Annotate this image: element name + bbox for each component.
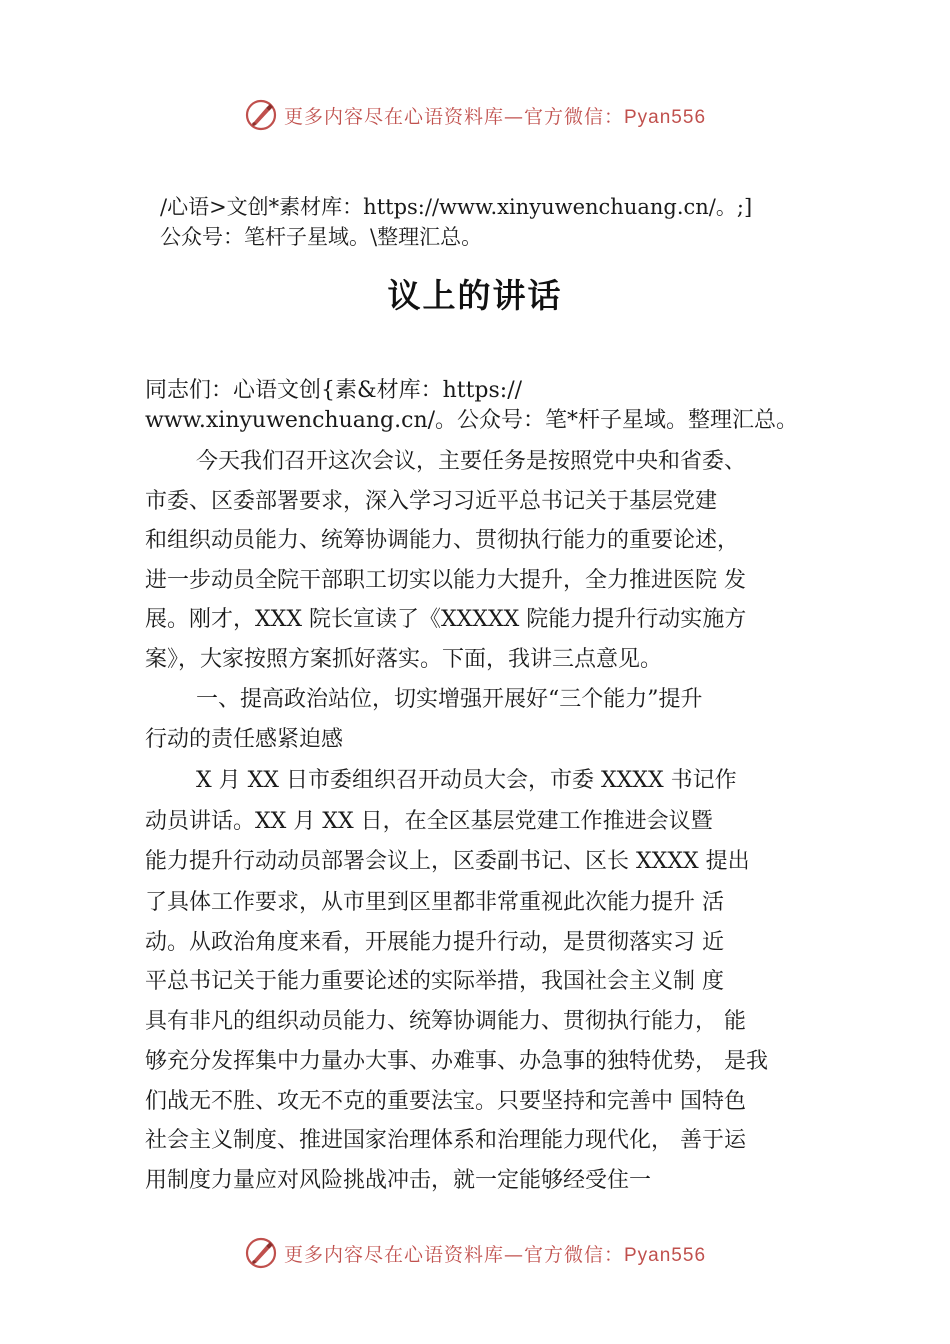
banner-wechat-id: Pyan556: [624, 1244, 707, 1266]
document-title: 议上的讲话: [387, 276, 563, 315]
banner-main-text: 更多内容尽在心语资料库—官方微信：: [283, 105, 624, 128]
section-heading-line: 一、提高政治站位，切实增强开展好“三个能力”提升: [196, 687, 703, 712]
paragraph-line: 们战无不胜、攻无不克的重要法宝。只要坚持和完善中 国特色: [145, 1089, 746, 1114]
source-line-2: 公众号：笔杆子星域。\整理汇总。: [160, 225, 483, 249]
paragraph-line: 具有非凡的组织动员能力、统筹协调能力、贯彻执行能力， 能: [145, 1009, 746, 1034]
banner-wechat-id: Pyan556: [624, 106, 707, 128]
section-heading-line: 行动的责任感紧迫感: [145, 727, 344, 752]
paragraph-line: X 月 XX 日市委组织召开动员大会，市委 XXXX 书记作: [196, 768, 737, 793]
paragraph-line: 进一步动员全院干部职工切实以能力大提升，全力推进医院 发: [145, 568, 746, 593]
paragraph-line: 展。刚才，XXX 院长宣读了《XXXXX 院能力提升行动实施方: [145, 607, 747, 632]
paragraph-line: 和组织动员能力、统筹协调能力、贯彻执行能力的重要论述，: [145, 528, 740, 553]
pen-logo-icon: [244, 98, 278, 132]
pen-logo-icon: [244, 1236, 278, 1270]
header-banner: [0, 95, 950, 135]
paragraph-line: 市委、区委部署要求，深入学习习近平总书记关于基层党建: [145, 489, 718, 514]
paragraph-line: 今天我们召开这次会议，主要任务是按照党中央和省委、: [196, 449, 747, 474]
greeting-line-2: www.xinyuwenchuang.cn/。公众号：笔*杆子星域。整理汇总。: [145, 408, 799, 433]
paragraph-line: 平总书记关于能力重要论述的实际举措，我国社会主义制 度: [145, 969, 724, 994]
paragraph-line: 动。从政治角度来看，开展能力提升行动，是贯彻落实习 近: [145, 930, 724, 955]
footer-banner: [0, 1233, 950, 1273]
banner-text: [284, 102, 706, 129]
source-line-1: /心语>文创*素材库：https://www.xinyuwenchuang.cn/。;]: [160, 195, 753, 219]
paragraph-line: 社会主义制度、推进国家治理体系和治理能力现代化， 善于运: [145, 1128, 746, 1153]
paragraph-line: 了具体工作要求，从市里到区里都非常重视此次能力提升 活: [145, 890, 724, 915]
paragraph-line: 够充分发挥集中力量办大事、办难事、办急事的独特优势， 是我: [145, 1049, 768, 1074]
paragraph-line: 动员讲话。XX 月 XX 日，在全区基层党建工作推进会议暨: [145, 809, 713, 834]
paragraph-line: 案》，大家按照方案抓好落实。下面，我讲三点意见。: [145, 647, 663, 672]
paragraph-line: 能力提升行动动员部署会议上，区委副书记、区长 XXXX 提出: [145, 849, 750, 874]
banner-main-text: 更多内容尽在心语资料库—官方微信：: [283, 1243, 624, 1266]
paragraph-line: 用制度力量应对风险挑战冲击，就一定能够经受住一: [145, 1168, 652, 1193]
greeting-line-1: 同志们：心语文创{素&材库：https://: [145, 378, 523, 403]
banner-text: [284, 1240, 706, 1267]
